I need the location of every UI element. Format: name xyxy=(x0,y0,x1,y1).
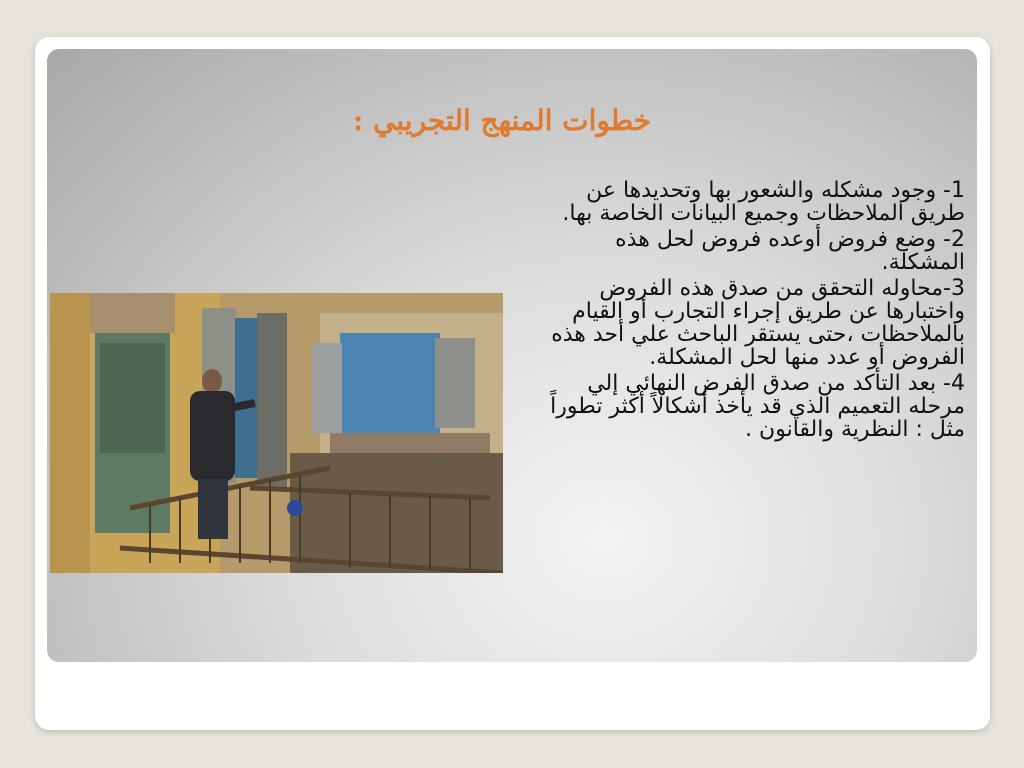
steps-list xyxy=(547,179,965,444)
step-3: 3-محاوله التحقق من صدق هذه الفروض واختبارها عن طريق إجراء التجارب أو القيام بالملاحظات ،حتى يستقر الباحث علي أحد هذه الفروض أو عدد منها لحل المشكلة. xyxy=(551,276,965,370)
building-photo xyxy=(50,293,503,573)
slide-title: خطوات المنهج التجريبي : xyxy=(352,104,652,137)
step-1: 1- وجود مشكله والشعور بها وتحديدها عن طريق الملاحظات وجميع البيانات الخاصة بها. xyxy=(562,178,965,226)
step-2: 2- وضع فروض أوعده فروض لحل هذه المشكلة. xyxy=(615,227,965,275)
slide-content xyxy=(47,49,977,662)
step-4: 4- بعد التأكد من صدق الفرض النهائي إلي مرحله التعميم الذي قد يأخذ أشكالاً أكثر تطوراً مثل : النظرية والقانون . xyxy=(550,371,965,442)
